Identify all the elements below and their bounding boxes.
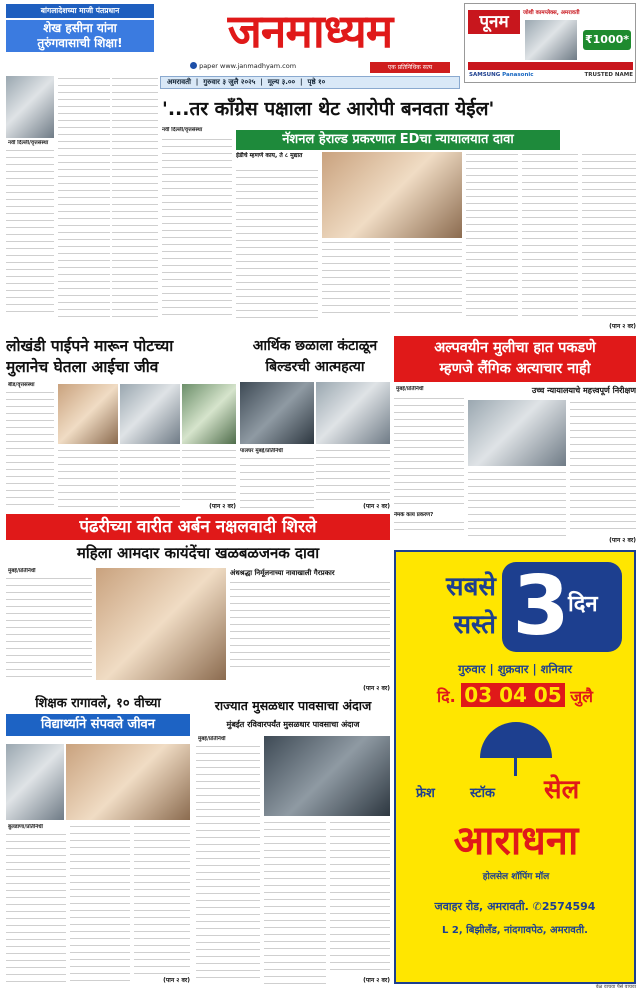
ad-poonam-brands: SAMSUNG Panasonic xyxy=(469,72,534,78)
teacher-dateline: बुलडाणा/प्रतिनिधी xyxy=(8,824,43,830)
ad-aradhana-address2: L 2, बिझीलँड, नांदगावपेठ, अमरावती. xyxy=(442,925,588,936)
minor-text-col1 xyxy=(394,396,464,510)
ad-aradhana-date: दि. 03 04 05 जुलै xyxy=(436,683,594,707)
sonia-rahul-photo xyxy=(322,152,462,238)
phone-icon: ✆ xyxy=(532,900,542,913)
builder-headline: आर्थिक छळाला कंटाळून बिल्डरची आत्महत्या xyxy=(252,338,378,375)
rain-dateline: मुंबई/प्रतिनिधी xyxy=(198,736,226,742)
footer-note: वेळ वाचवा पैसे वाचवा xyxy=(595,984,636,990)
mother-text-col2 xyxy=(58,448,118,510)
lead-text-col2 xyxy=(236,168,318,318)
minor-text-col3 xyxy=(570,400,636,534)
lead-sub1: ईडीचे म्हणणे काय, ते ८ मुद्यात xyxy=(236,152,303,159)
lead-continued: (पान २ वर) xyxy=(609,323,636,330)
ad-aradhana-fresh: फ्रेश xyxy=(416,786,435,801)
naxal-sidebar-text xyxy=(230,580,390,672)
builder-continued: (पान २ वर) xyxy=(363,503,390,510)
minor-text-col1b xyxy=(394,520,464,536)
minor-sub1: नेमकं काय प्रकरण? xyxy=(394,512,434,518)
ad-aradhana-din: दिन xyxy=(568,592,598,617)
ad-aradhana-sale: सेल xyxy=(544,775,580,805)
naxal-text-col1 xyxy=(6,576,92,682)
naxal-dateline: मुंबई/प्रतिनिधी xyxy=(8,568,36,574)
son-photo xyxy=(120,384,180,444)
ad-aradhana-badge xyxy=(502,559,622,654)
naxal-sidebar-title: अंधश्रद्धा निर्मूलनाच्या नावाखाली गैरप्रकार xyxy=(230,569,335,577)
appliance-image xyxy=(525,20,577,60)
naxal-headline: पंढरीच्या वारीत अर्बन नक्षलवादी शिरले xyxy=(6,514,390,540)
teacher-text-col2 xyxy=(70,824,130,984)
lead-text-col5 xyxy=(466,152,518,318)
mother-text-col3 xyxy=(120,448,180,510)
ad-aradhana-big-3: 3 xyxy=(512,559,570,654)
mother-text-col1 xyxy=(6,390,54,510)
builder-photo-2 xyxy=(316,382,390,444)
ad-poonam-brand: पूनम xyxy=(468,10,520,34)
builder-text-col2 xyxy=(316,448,390,500)
mother-photo xyxy=(58,384,118,444)
date-bar: अमरावती | गुरुवार ३ जुलै २०२५ | मूल्य ३.०० | पृष्ठे १० xyxy=(160,76,460,89)
teacher-text-col3 xyxy=(134,824,190,974)
builder-text-col1 xyxy=(240,456,314,510)
mother-continued: (पान २ वर) xyxy=(209,503,236,510)
rain-continued: (पान २ वर) xyxy=(363,977,390,984)
top-left-story xyxy=(6,4,154,74)
rain-text-col1 xyxy=(196,744,260,984)
ad-poonam-sub: जोशी कामप्लेक्स, अमरावती xyxy=(523,10,580,16)
ad-aradhana-stock: स्टॉक xyxy=(470,786,495,801)
naxal-sidebar xyxy=(230,568,390,682)
lead-text-col3 xyxy=(322,240,390,318)
ad-aradhana-store-sub: होलसेल शॉपिंग मॉल xyxy=(482,872,550,882)
umbrella-handle xyxy=(514,756,517,776)
ad-poonam-strip xyxy=(468,62,633,70)
minor-text-col2 xyxy=(468,470,566,536)
ad-aradhana-sabse: सबसे xyxy=(446,572,496,602)
masthead-website: paper www.janmadhyam.com xyxy=(190,62,360,72)
mother-headline: लोखंडी पाईपने मारून पोटच्या मुलानेच घेतला आईचा जीव xyxy=(6,337,174,376)
ad-poonam-trust: TRUSTED NAME xyxy=(584,72,633,78)
high-court-photo xyxy=(468,400,566,466)
top-left-text-col3 xyxy=(112,76,158,318)
lead-subhead: नॅशनल हेराल्ड प्रकरणात EDचा न्यायालयात दावा xyxy=(236,130,560,150)
ad-aradhana-address1: जवाहर रोड, अमरावती. ✆2574594 xyxy=(434,900,596,913)
rain-headline: राज्यात मुसळधार पावसाचा अंदाज xyxy=(214,698,372,713)
top-left-text-col2 xyxy=(58,76,110,318)
rain-text-col3 xyxy=(330,820,390,974)
minor-subhead: उच्च न्यायालयाचे महत्त्वपूर्ण निरीक्षण xyxy=(531,386,636,395)
builder-dateline: पालघर मुंबई/प्रतिनिधी xyxy=(240,448,283,454)
teacher-headline: शिक्षक रागावले, १० वीच्या विद्यार्थ्याने संपवले जीवन xyxy=(6,694,190,740)
globe-icon xyxy=(190,62,197,69)
rain-subhead: मुंबईत रविवारपर्यंत मुसळधार पावसाचा अंदाज xyxy=(226,720,360,729)
top-left-text-col1 xyxy=(6,148,54,318)
sheikh-hasina-photo xyxy=(6,76,54,138)
minor-dateline: मुंबई/प्रतिनिधी xyxy=(396,386,424,392)
lead-text-col4 xyxy=(394,240,462,318)
student-photo xyxy=(6,744,64,820)
top-left-kicker: बांगलादेशच्या माजी पंतप्रधान xyxy=(6,4,154,18)
teacher-text-col1 xyxy=(6,832,66,984)
umbrella-icon xyxy=(480,722,552,758)
ad-aradhana xyxy=(394,550,636,984)
lead-text-col1 xyxy=(162,137,232,317)
teacher-continued: (पान २ वर) xyxy=(163,977,190,984)
police-photo xyxy=(182,384,236,444)
rain-photo xyxy=(264,736,390,816)
school-photo xyxy=(66,744,190,820)
minor-headline: अल्पवयीन मुलीचा हात पकडणे म्हणजे लैंगिक अत्याचार नाही xyxy=(394,336,636,382)
lead-dateline: नवी दिल्ली/वृत्तसंस्था xyxy=(162,127,203,133)
ad-aradhana-days: गुरुवार | शुक्रवार | शनिवार xyxy=(458,662,572,676)
top-left-dateline: नवी दिल्ली/वृत्तसंस्था xyxy=(8,140,49,146)
ad-poonam-offer: ₹1000* xyxy=(583,30,631,50)
top-left-headline: शेख हसीना यांना तुरुंगवासाची शिक्षा! xyxy=(6,20,154,52)
mother-dateline: बीड/वृत्तसंस्था xyxy=(8,382,35,388)
minor-continued: (पान २ वर) xyxy=(609,537,636,544)
ad-poonam xyxy=(464,3,636,83)
naxal-continued: (पान २ वर) xyxy=(363,685,390,692)
mother-text-col4 xyxy=(182,448,236,500)
masthead-tagline: एक प्रतिनिधिक सत्य xyxy=(370,62,450,73)
ad-aradhana-store: आराधना xyxy=(453,818,579,864)
lead-headline: '...तर काँग्रेस पक्षाला थेट आरोपी बनवता येईल' xyxy=(162,98,495,120)
builder-photo-1 xyxy=(240,382,314,444)
ad-aradhana-saste: सस्ते xyxy=(453,610,496,640)
masthead-logo: जनमाध्यम xyxy=(227,4,393,58)
rain-text-col2 xyxy=(264,820,326,984)
naxal-photo xyxy=(96,568,226,680)
lead-text-col6 xyxy=(522,152,578,318)
lead-text-col7 xyxy=(582,152,636,318)
naxal-subhead: महिला आमदार कायंदेंचा खळबळजनक दावा xyxy=(76,544,320,562)
